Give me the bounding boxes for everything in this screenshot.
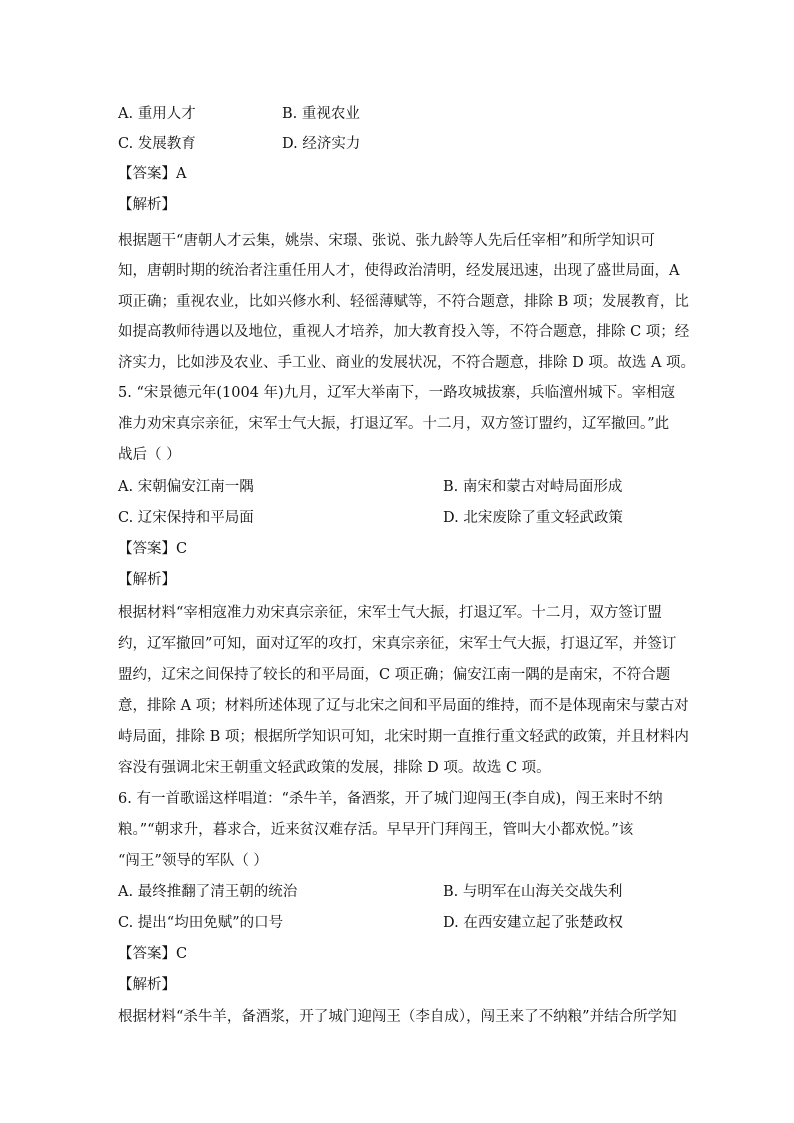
q6-analysis-line: 根据材料“杀牛羊，备酒浆，开了城门迎闯王（李自成），闯王来了不纳粮”并结合所学知: [118, 1009, 677, 1025]
q4-option-b: B. 重视农业: [282, 106, 360, 122]
q5-analysis-line: 意，排除 A 项；材料所述体现了辽与北宋之间和平局面的维持，而不是体现南宋与蒙古对: [118, 698, 689, 714]
q5-answer: 【答案】C: [118, 541, 188, 557]
q4-option-a: A. 重用人才: [118, 106, 196, 122]
q5-stem-line: 准力劝宋真宗亲征，宋军士气大振，打退辽军。十二月，双方签订盟约，辽军撤回。”此: [118, 416, 670, 432]
q4-option-c: C. 发展教育: [118, 136, 196, 152]
q6-stem-line: “闯王”领导的军队（ ）: [118, 853, 268, 869]
q6-stem-line: 6. 有一首歌谣这样唱道：“杀牛羊，备酒浆，开了城门迎闯王(李自成)，闯王来时不纳: [118, 791, 663, 807]
q6-answer: 【答案】C: [118, 946, 188, 962]
q5-analysis-line: 容没有强调北宋王朝重文轻武政策的发展，排除 D 项。故选 C 项。: [118, 760, 551, 776]
q6-option-a: A. 最终推翻了清王朝的统治: [118, 884, 298, 900]
q5-option-d: D. 北宋废除了重文轻武政策: [443, 510, 623, 526]
q5-analysis-line: 峙局面，排除 B 项；根据所学知识可知，北宋时期一直推行重文轻武的政策，并且材料内: [118, 729, 689, 745]
q5-analysis-line: 约，辽军撤回”可知，面对辽军的攻打，宋真宗亲征，宋军士气大振，打退辽军，并签订: [118, 636, 677, 652]
q4-analysis-line: 项正确；重视农业，比如兴修水利、轻徭薄赋等，不符合题意，排除 B 项；发展教育，比: [118, 294, 689, 310]
q4-analysis-line: 如提高教师待遇以及地位，重视人才培养，加大教育投入等，不符合题意，排除 C 项；经: [118, 324, 690, 340]
q6-analysis-label: 【解析】: [118, 977, 176, 993]
q5-stem-line: 战后（ ）: [118, 447, 181, 463]
q4-analysis-line: 济实力，比如涉及农业、手工业、商业的发展状况，不符合题意，排除 D 项。故选 A 项。: [118, 355, 696, 371]
q4-analysis-line: 知，唐朝时期的统治者注重任用人才，使得政治清明，经发展迅速，出现了盛世局面，A: [118, 263, 680, 279]
q5-option-b: B. 南宋和蒙古对峙局面形成: [443, 479, 623, 495]
q4-option-d: D. 经济实力: [282, 136, 361, 152]
q6-stem-line: 粮。”“朝求升，暮求合，近来贫汉难存活。早早开门拜闯王，管叫大小都欢悦。”该: [118, 822, 634, 838]
q6-option-b: B. 与明军在山海关交战失利: [443, 884, 623, 900]
q4-analysis-label: 【解析】: [118, 197, 176, 213]
q6-option-c: C. 提出“均田免赋”的口号: [118, 915, 284, 931]
q5-stem-line: 5. “宋景德元年(1004 年)九月，辽军大举南下，一路攻城拔寨，兵临澶州城下。宰相寇: [118, 385, 676, 401]
q6-option-d: D. 在西安建立起了张楚政权: [443, 915, 623, 931]
q5-option-c: C. 辽宋保持和平局面: [118, 510, 254, 526]
q5-analysis-line: 根据材料“宰相寇准力劝宋真宗亲征，宋军士气大振，打退辽军。十二月，双方签订盟: [118, 605, 662, 621]
q4-answer: 【答案】A: [118, 166, 187, 182]
q4-analysis-line: 根据题干“唐朝人才云集，姚崇、宋璟、张说、张九龄等人先后任宰相”和所学知识可: [118, 233, 655, 249]
q5-analysis-line: 盟约，辽宋之间保持了较长的和平局面，C 项正确；偏安江南一隅的是南宋，不符合题: [118, 667, 671, 683]
q5-analysis-label: 【解析】: [118, 572, 176, 588]
q5-option-a: A. 宋朝偏安江南一隅: [118, 479, 254, 495]
